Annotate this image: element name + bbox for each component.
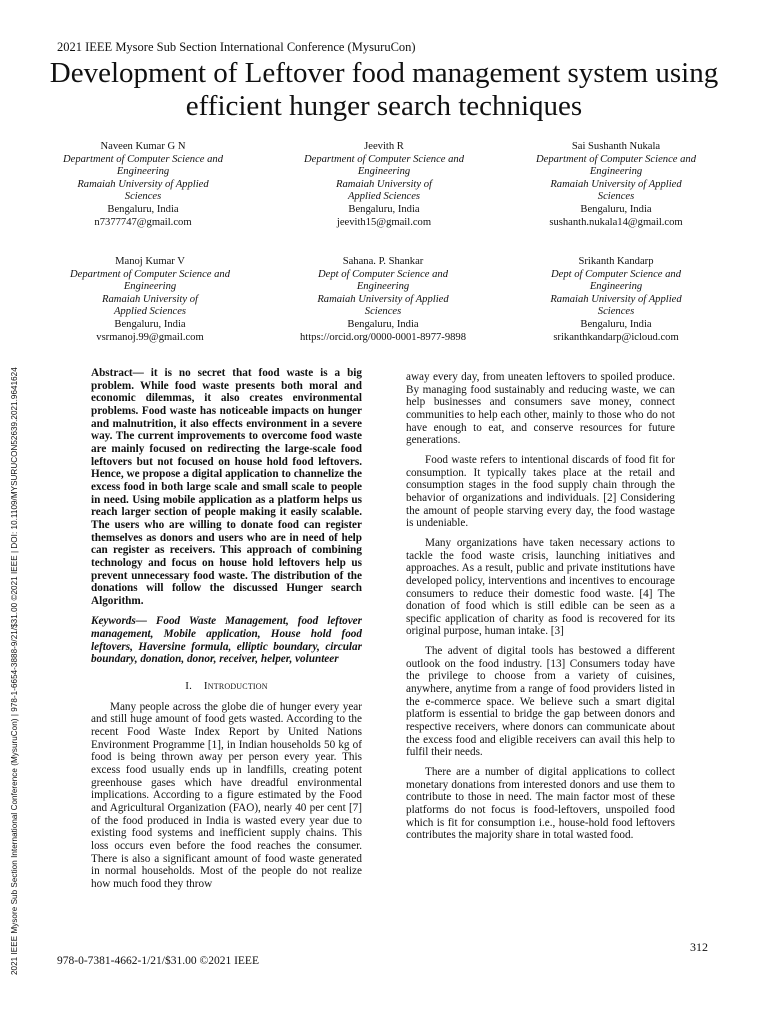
conference-header: 2021 IEEE Mysore Sub Section International Conference (MysuruCon) [57, 40, 416, 54]
author-block [516, 256, 716, 344]
author-inst: Ramaiah University of Applied Sciences [77, 178, 209, 203]
author-email: https://orcid.org/0000-0001-8977-9898 [299, 331, 467, 343]
author-inst: Ramaiah University of Applied Sciences [550, 178, 682, 203]
author-block [50, 256, 250, 344]
author-name: Naveen Kumar G N [100, 141, 186, 152]
author-email: jeevith15@gmail.com [336, 216, 432, 228]
author-inst: Ramaiah University of Applied Sciences [550, 293, 682, 318]
author-inst: Ramaiah University of Applied Sciences [317, 293, 449, 318]
section-title: Introduction [203, 680, 268, 693]
author-email: vsrmanoj.99@gmail.com [96, 331, 204, 343]
body-paragraph: There are a number of digital applications to collect monetary donations from interested donors and use them to contribute to those in need. The main factor most of these platforms do not focus is food-leftovers, unspoiled food which is fit for consumption i.e., house-hold food leftovers contributes the majority share in total wasted food. [406, 766, 675, 842]
author-email: n7377747@gmail.com [94, 216, 192, 228]
author-city: Bengaluru, India [580, 203, 652, 215]
intro-paragraph: Many people across the globe die of hunger every year and still huge amount of food gets wasted. According to the recent Food Waste Index Report by United Nations Environment Programme [1], in Indian households 50 kg of food is being thrown away per person every year. This excess food usually ends up in landfills, creating potent greenhouse gases which have dreadful environmental implications. According to a figure estimated by the Food and Agricultural Organization (FAO), nearly 40 per cent [7] of the food produced in India is wasted every year due to existing food systems and inefficient supply chains. This loss occurs even before the food reaches the consumer. There is also a significant amount of food waste generated in normal households. Most of the people do not realize how much food they throw [91, 700, 362, 890]
author-name: Srikanth Kandarp [578, 256, 654, 267]
section-number: I. [185, 680, 193, 693]
section-heading [91, 680, 362, 693]
right-column [406, 371, 675, 849]
author-dept: Department of Computer Science and Engineering [535, 153, 697, 178]
body-paragraph: Many organizations have taken necessary actions to tackle the food waste crisis, launching initiatives and approaches. As a result, public and private institutions have developed policy, interventions and incentives to encourage consumers to reduce their domestic food waste. [4] The donation of food which is still edible can be seen as a specific application of charity as food is recovered for its original purpose, human intake. [3] [406, 536, 675, 638]
author-email: sushanth.nukala14@gmail.com [549, 216, 683, 228]
left-column [91, 367, 362, 898]
author-block [284, 141, 484, 229]
author-inst: Ramaiah University of Applied Sciences [102, 293, 198, 318]
author-dept: Dept of Computer Science and Engineering [317, 268, 449, 293]
keywords: Keywords— Food Waste Management, food leftover management, Mobile application, House hold food leftovers, Haversine formula, elliptic boundary, circular boundary, donation, donor, receiver, helper, volunteer [91, 615, 362, 666]
author-block [516, 141, 716, 229]
author-email: srikanthkandarp@icloud.com [553, 331, 679, 343]
author-name: Sai Sushanth Nukala [571, 141, 661, 152]
author-name: Manoj Kumar V [115, 256, 185, 267]
paper-title: Development of Leftover food management system using efficient hunger search techniques [49, 57, 719, 122]
copyright-footer: 978-0-7381-4662-1/21/$31.00 ©2021 IEEE [57, 955, 259, 967]
author-city: Bengaluru, India [114, 318, 186, 330]
author-city: Bengaluru, India [347, 318, 419, 330]
abstract: Abstract— it is no secret that food waste is a big problem. While food waste presents both moral and economic dilemmas, it also creates environmental problems. Food waste has noticeable impacts on hunger and malnutrition, it also effects environment in a severe way. The current improvements to overcome food waste are mainly focused on redirecting the large-scale food leftovers but not focused on house hold food leftovers. Hence, we propose a digital application to channelize the excess food in both large scale and small scale to people in need. Using mobile application as a platform helps us reach larger section of people making it easily scalable. The users who are willing to donate food can register themselves as donors and users who are in need of help can register as receivers. This approach of combining technology and focus on house hold leftovers help us prevent unnecessary food waste. The distribution of the donations will follow the discussed Hunger search Algorithm. [91, 367, 362, 607]
doi-sidebar: 2021 IEEE Mysore Sub Section International Conference (MysuruCon) | 978-1-6654-3888-9/21/$31.00 ©2021 IEEE | DOI: 10.1109/MYSURUCON52639.2021.9641624 [10, 367, 19, 975]
author-dept: Department of Computer Science and Engineering [62, 153, 224, 178]
author-block [283, 256, 483, 344]
author-dept: Dept of Computer Science and Engineering [550, 268, 682, 293]
body-paragraph: Food waste refers to intentional discards of food fit for consumption. It typically takes place at the retail and consumption stages in the food supply chain through the behavior of organizations and individuals. [2] Considering the amount of people starving every day, the food wastage is undeniable. [406, 453, 675, 530]
author-dept: Department of Computer Science and Engineering [303, 153, 465, 178]
body-paragraph: away every day, from uneaten leftovers to spoiled produce. By managing food sustainably and reducing waste, we can help businesses and consumers save money, connect communities to help each other, mainly to those who do not have enough to eat, and conserve resources for future generations. [406, 371, 675, 447]
author-name: Sahana. P. Shankar [342, 256, 424, 267]
author-city: Bengaluru, India [348, 203, 420, 215]
author-block [43, 141, 243, 229]
author-city: Bengaluru, India [580, 318, 652, 330]
body-paragraph: The advent of digital tools has bestowed a different outlook on the food industry. [13] Consumers today have the privilege to choose from a variety of cuisines, anywhere, anytime from a range of food providers listed in the e-commerce space. We believe such a smart digital platform is essential to bridge the gap between donors and respective receivers, where donors can communicate about the excess food and eligible receivers can avail this help to fulfil their needs. [406, 645, 675, 759]
author-inst: Ramaiah University of Applied Sciences [336, 178, 432, 203]
author-city: Bengaluru, India [107, 203, 179, 215]
page-number: 312 [690, 940, 708, 954]
author-dept: Department of Computer Science and Engineering [69, 268, 231, 293]
author-name: Jeevith R [364, 141, 404, 152]
